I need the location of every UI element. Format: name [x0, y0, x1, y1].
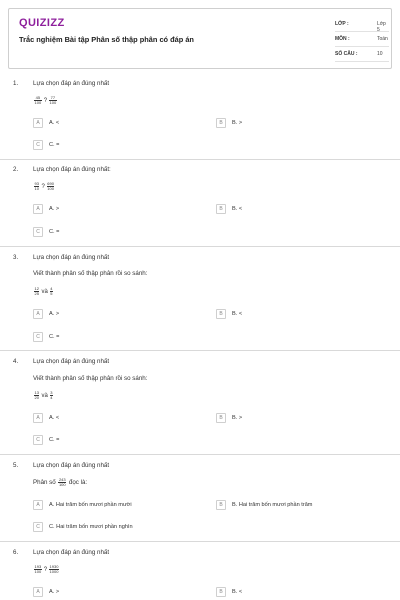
question-math: $\frac{193}{100}$ ? $\frac{1930}{1000}$ [34, 564, 59, 574]
option-text: A. > [49, 589, 60, 595]
option-key: B [216, 500, 226, 510]
question-number: 4. [13, 358, 19, 365]
option-text: C. = [49, 334, 60, 340]
option-text: C. = [49, 229, 60, 235]
question-divider [0, 159, 400, 160]
option-text: B. < [232, 311, 243, 317]
fraction: $\frac{243}{100}$ [58, 477, 66, 487]
question-instruction: Phân số $\frac{243}{100}$ đọc là: [33, 477, 88, 487]
fraction: $\frac{93}{10}$ [34, 181, 39, 191]
option-text: A. < [49, 120, 60, 126]
option-text: C. Hai trăm bốn mươi phần nghìn [49, 524, 133, 530]
option-text: B. Hai trăm bốn mươi phần trăm [232, 502, 313, 508]
option-text: A. Hai trăm bốn mươi phần mười [49, 502, 132, 508]
meta-value: Lớp 5 [377, 21, 386, 33]
option-text: A. > [49, 311, 60, 317]
option-text: B. > [232, 120, 243, 126]
worksheet-header [8, 8, 392, 69]
question-number: 2. [13, 166, 19, 173]
question-divider [0, 246, 400, 247]
fraction: $\frac{13}{20}$ [34, 390, 39, 400]
option-key: A [33, 413, 43, 423]
fraction: $\frac{45}{100}$ [34, 95, 42, 105]
question-number: 5. [13, 462, 19, 469]
option-text: B. < [232, 589, 243, 595]
option-key: A [33, 587, 43, 597]
meta-label: LỚP : [335, 21, 349, 27]
meta-row-grade [335, 17, 389, 32]
option-key: B [216, 118, 226, 128]
option-text: C. = [49, 142, 60, 148]
fraction: $\frac{77}{100}$ [49, 95, 57, 105]
fraction: $\frac{3}{4}$ [50, 390, 53, 400]
option-text: B. < [232, 206, 243, 212]
question-prompt: Lựa chọn đáp án đúng nhất [33, 358, 110, 365]
fraction: $\frac{690}{100}$ [47, 181, 54, 191]
option-key: A [33, 309, 43, 319]
option-key: B [216, 204, 226, 214]
meta-value: Toán [377, 36, 388, 42]
meta-row-subject [335, 32, 389, 47]
question-prompt: Lựa chọn đáp án đúng nhất [33, 80, 110, 87]
option-text: C. = [49, 437, 60, 443]
question-number: 1. [13, 80, 19, 87]
question-math: $\frac{45}{100}$ ? $\frac{77}{100}$ [34, 95, 57, 105]
question-prompt: Lựa chọn đáp án đúng nhất: [33, 166, 111, 173]
question-instruction: Viết thành phân số thập phân rồi so sánh: [33, 270, 148, 277]
option-key: C [33, 332, 43, 342]
question-prompt: Lựa chọn đáp án đúng nhất [33, 549, 110, 556]
option-text: A. < [49, 415, 60, 421]
worksheet-meta [335, 17, 389, 62]
option-key: A [33, 500, 43, 510]
question-number: 6. [13, 549, 19, 556]
option-key: B [216, 309, 226, 319]
fraction: $\frac{193}{100}$ [34, 564, 42, 574]
question-divider [0, 350, 400, 351]
option-key: A [33, 118, 43, 128]
option-key: B [216, 413, 226, 423]
option-key: C [33, 435, 43, 445]
page-title: Trắc nghiệm Bài tập Phân số thập phân có đáp án [19, 35, 194, 44]
quizizz-logo: QUIZIZZ [19, 17, 65, 29]
fraction: $\frac{4}{5}$ [50, 286, 53, 296]
meta-value: 10 [377, 51, 383, 57]
question-math: $\frac{12}{25}$ và $\frac{4}{5}$ [34, 286, 53, 296]
question-prompt: Lựa chọn đáp án đúng nhất [33, 462, 110, 469]
option-text: B. > [232, 415, 243, 421]
option-key: C [33, 227, 43, 237]
option-key: C [33, 522, 43, 532]
question-math: $\frac{93}{10}$ ? $\frac{690}{100}$ [34, 181, 54, 191]
question-divider [0, 454, 400, 455]
meta-label: SỐ CÂU : [335, 51, 358, 57]
option-key: A [33, 204, 43, 214]
option-text: A. > [49, 206, 60, 212]
question-instruction: Viết thành phân số thập phân rồi so sánh: [33, 375, 148, 382]
meta-label: MÔN : [335, 36, 350, 42]
meta-row-count [335, 47, 389, 62]
question-math: $\frac{13}{20}$ và $\frac{3}{4}$ [34, 390, 53, 400]
question-number: 3. [13, 254, 19, 261]
question-prompt: Lựa chọn đáp án đúng nhất [33, 254, 110, 261]
option-key: B [216, 587, 226, 597]
option-key: C [33, 140, 43, 150]
question-divider [0, 541, 400, 542]
fraction: $\frac{1930}{1000}$ [49, 564, 59, 574]
fraction: $\frac{12}{25}$ [34, 286, 39, 296]
